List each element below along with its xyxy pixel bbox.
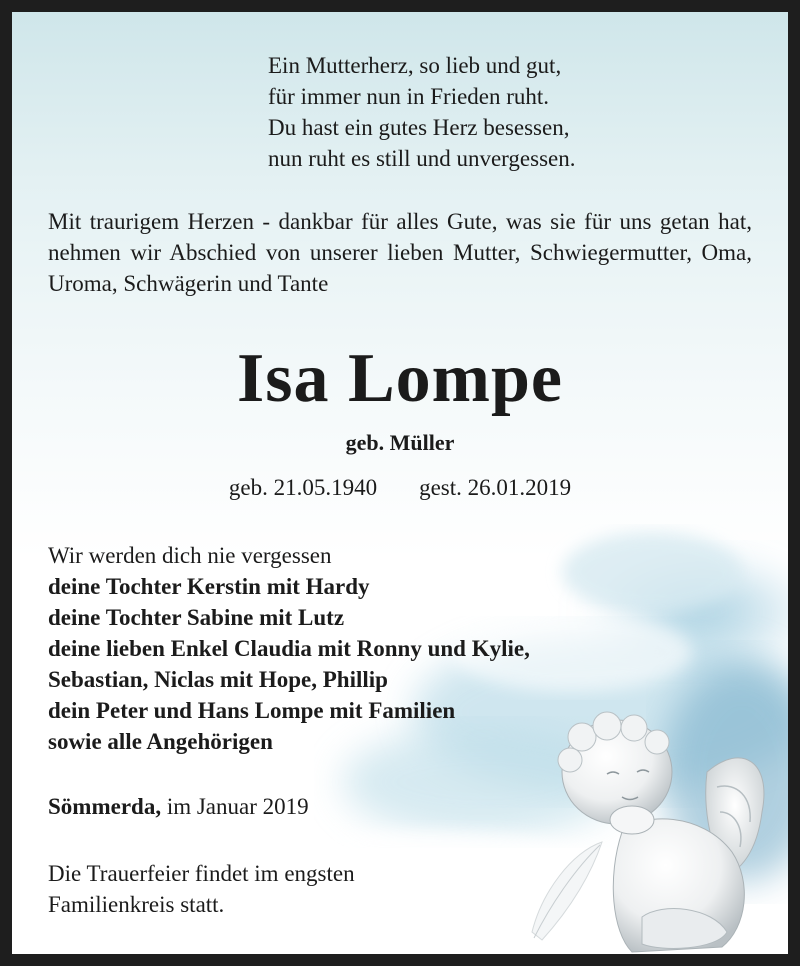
date-line: im Januar 2019 xyxy=(166,794,309,819)
poem xyxy=(268,50,576,174)
mourners-list xyxy=(48,540,530,757)
deceased-name: Isa Lompe xyxy=(237,340,563,417)
funeral-note xyxy=(48,858,355,920)
mourner-line: deine Tochter Sabine mit Lutz xyxy=(48,605,345,630)
intro-text: Mit traurigem Herzen - dankbar für alles Gute, was sie für uns getan hat, nehmen wir Abschied von unserer lieben Mutter, Schwiegermutter, Oma, Uroma, Schwägerin und Tante xyxy=(48,209,752,296)
mourner-line: dein Peter und Hans Lompe mit Familien xyxy=(48,698,456,723)
poem-line: für immer nun in Frieden ruht. xyxy=(268,84,550,109)
poem-line: nun ruht es still und unvergessen. xyxy=(268,146,576,171)
mourner-line: deine lieben Enkel Claudia mit Ronny und Kylie, xyxy=(48,636,530,661)
obituary-text xyxy=(12,12,788,954)
poem-line: Du hast ein gutes Herz besessen, xyxy=(268,115,570,140)
note-line: Familienkreis statt. xyxy=(48,892,225,917)
mourner-line: deine Tochter Kerstin mit Hardy xyxy=(48,574,370,599)
death-date: gest. 26.01.2019 xyxy=(419,475,572,500)
poem-line: Ein Mutterherz, so lieb und gut, xyxy=(268,53,562,78)
birth-date: geb. 21.05.1940 xyxy=(228,475,378,500)
note-line: Die Trauerfeier findet im engsten xyxy=(48,861,355,886)
mourner-line: sowie alle Angehörigen xyxy=(48,729,273,754)
life-dates xyxy=(12,475,788,501)
maiden-name: geb. Müller xyxy=(345,430,455,455)
place: Sömmerda, xyxy=(48,794,162,819)
mourner-line: Sebastian, Niclas mit Hope, Phillip xyxy=(48,667,388,692)
place-date xyxy=(48,794,309,820)
mourners-opening: Wir werden dich nie vergessen xyxy=(48,543,332,568)
